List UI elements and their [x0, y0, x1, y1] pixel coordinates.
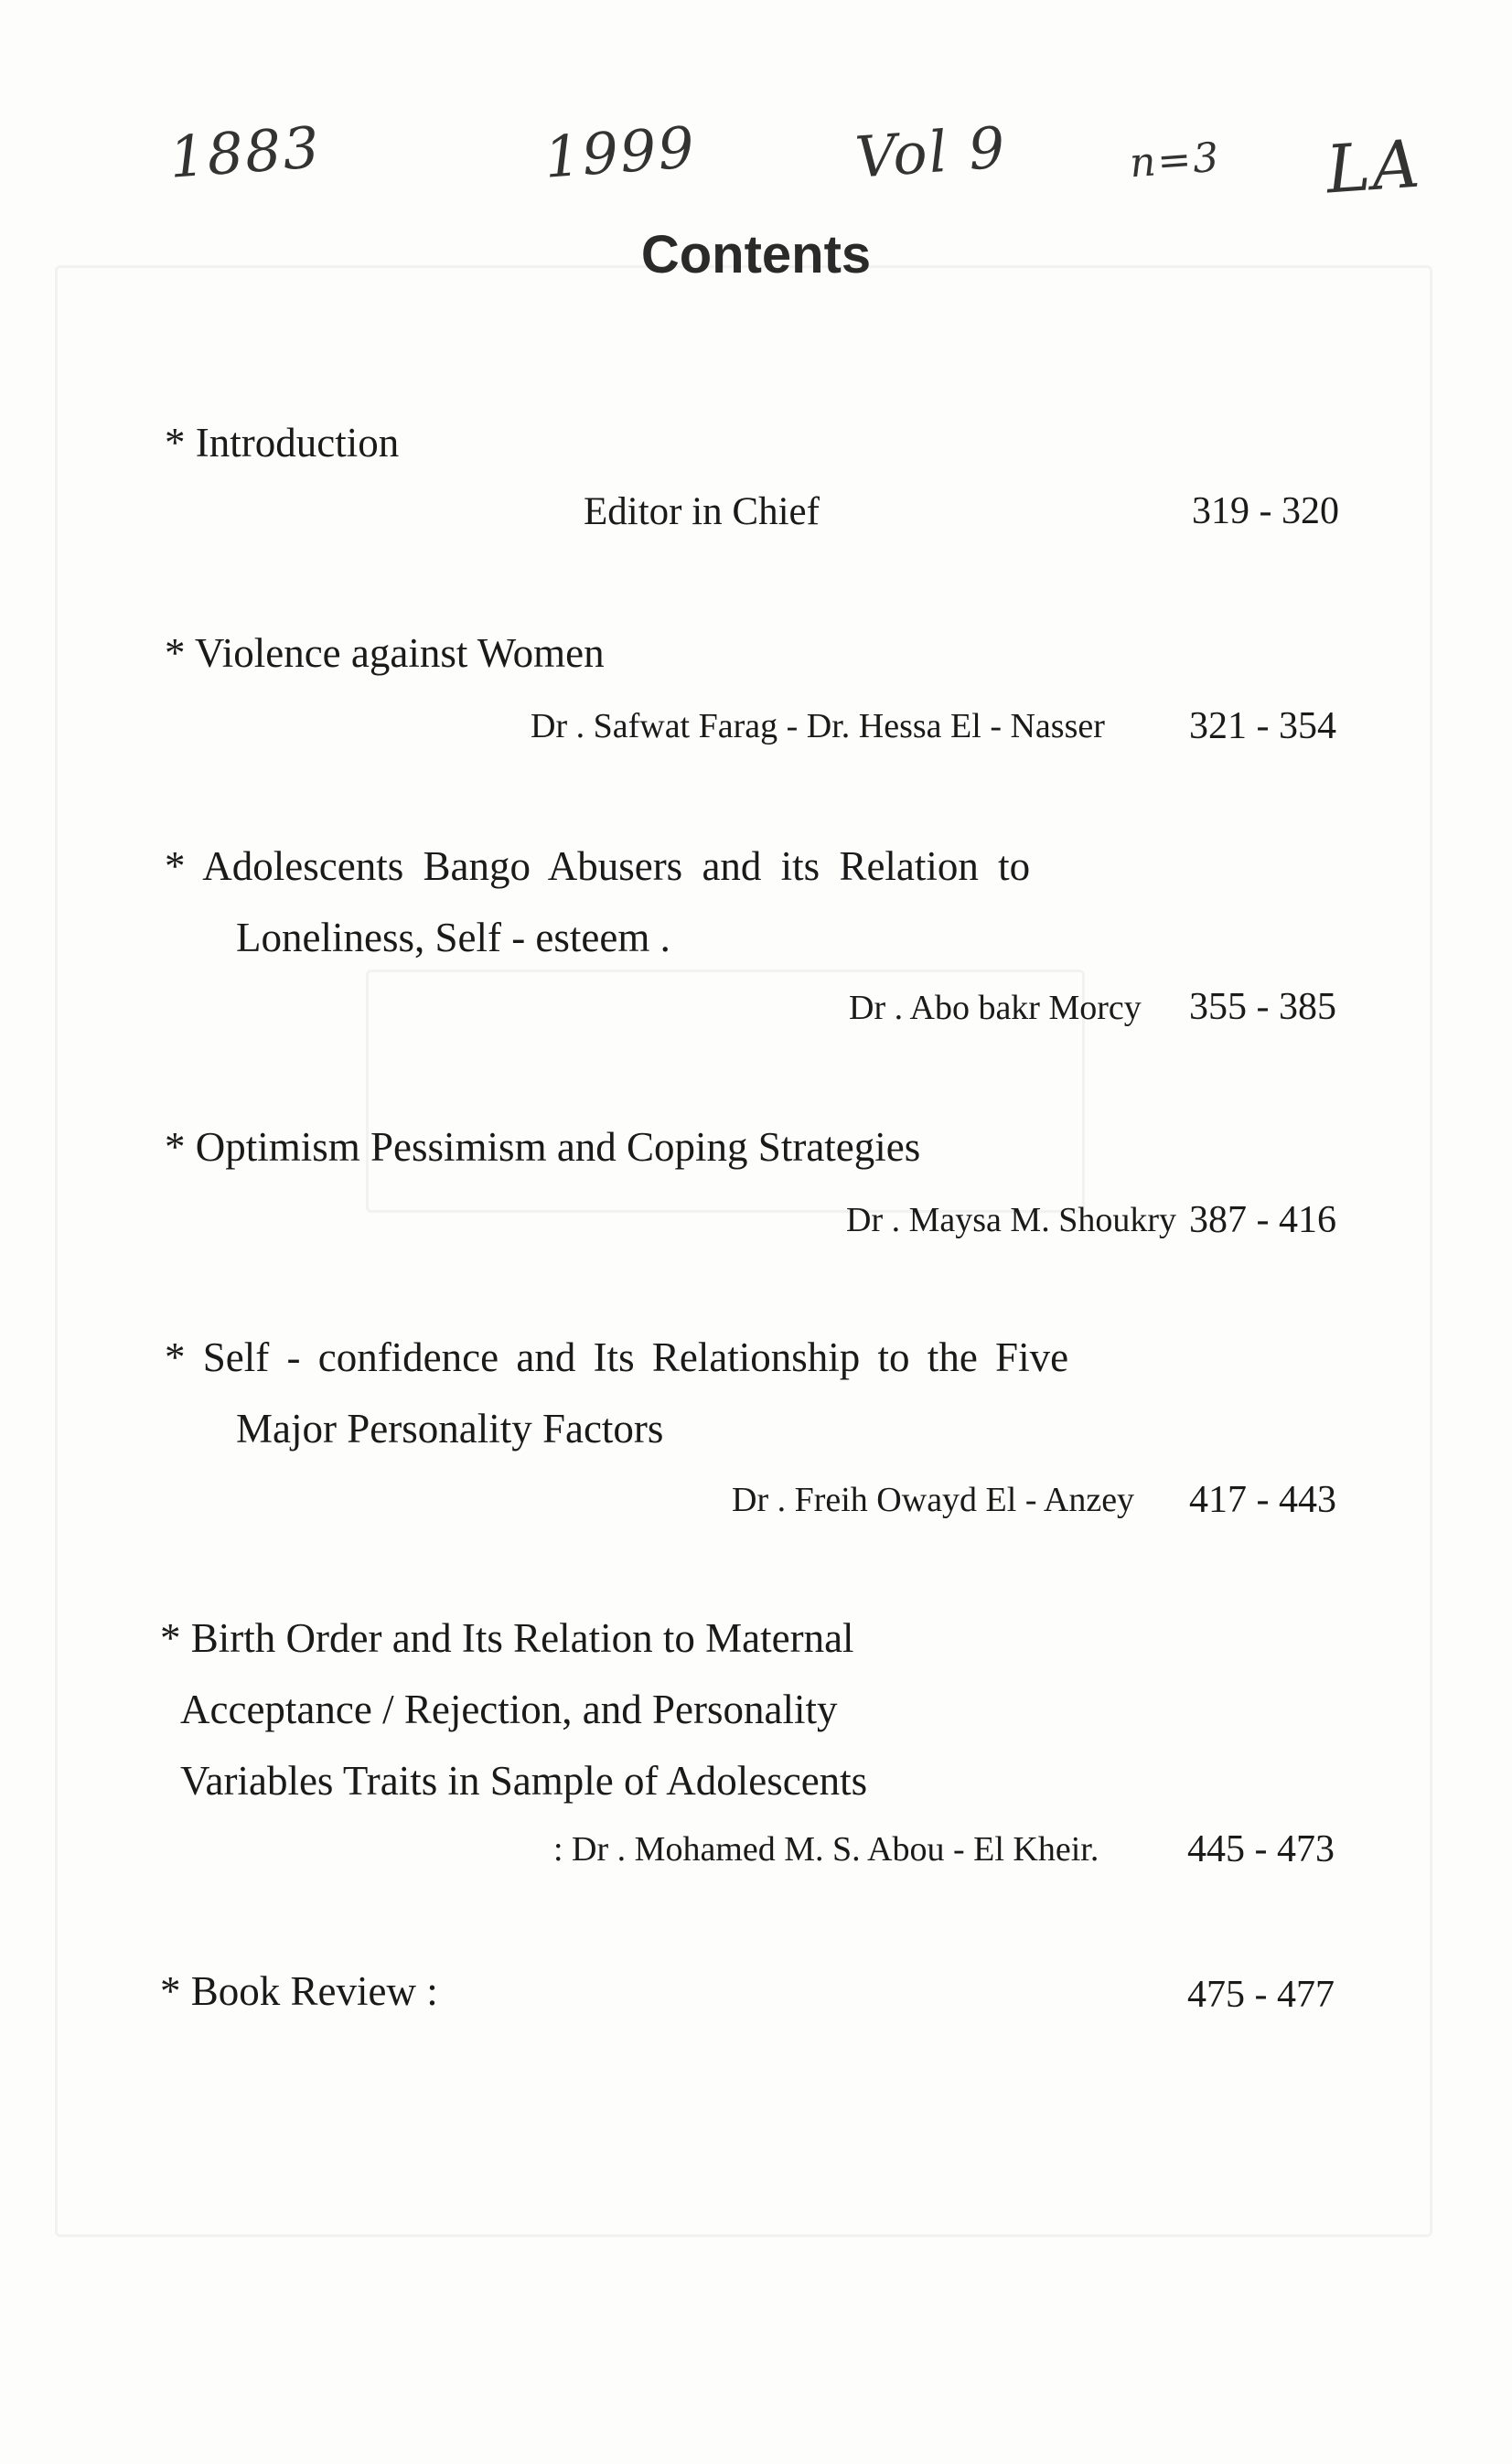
entry-author-birth-order: : Dr . Mohamed M. S. Abou - El Kheir. — [553, 1830, 1099, 1869]
entry-title-violence — [165, 617, 605, 689]
page-title: Contents — [640, 225, 872, 284]
entry-title-line: Variables Traits in Sample of Adolescents — [180, 1758, 868, 1804]
handwritten-note-3: Vol 9 — [853, 113, 1009, 191]
entry-title-introduction — [165, 407, 399, 478]
entry-author-introduction: Editor in Chief — [584, 490, 820, 533]
entry-title-book-review — [160, 1955, 438, 2027]
entry-pages-optimism: 387 - 416 — [1189, 1199, 1336, 1241]
entry-title-birth-order — [160, 1602, 867, 1816]
entry-author-optimism: Dr . Maysa M. Shoukry — [846, 1201, 1176, 1239]
entry-title-self-confidence — [165, 1322, 1068, 1464]
entry-title-line: * Book Review : — [160, 1968, 438, 2014]
entry-title-line: * Self - confidence and Its Relationship to the Five — [165, 1334, 1069, 1380]
entry-author-adolescents: Dr . Abo bakr Morcy — [849, 989, 1142, 1027]
entry-title-line: * Violence against Women — [165, 630, 605, 676]
entry-title-line: * Adolescents Bango Abusers and its Relation to — [165, 843, 1031, 889]
handwritten-note-1: 1883 — [166, 113, 324, 191]
entry-title-line: * Introduction — [165, 420, 400, 466]
entry-pages-adolescents: 355 - 385 — [1189, 986, 1336, 1028]
entry-pages-violence: 321 - 354 — [1189, 705, 1336, 747]
bleed-through-frame — [55, 265, 1432, 2237]
entry-title-line: Major Personality Factors — [236, 1406, 664, 1452]
entry-author-violence: Dr . Safwat Farag - Dr. Hessa El - Nasser — [531, 707, 1105, 745]
handwritten-note-2: 1999 — [542, 113, 699, 191]
entry-pages-book-review: 475 - 477 — [1187, 1974, 1335, 2016]
entry-title-line: * Optimism Pessimism and Coping Strategies — [165, 1124, 921, 1170]
handwritten-note-4: n=3 — [1128, 134, 1222, 187]
entry-pages-introduction: 319 - 320 — [1192, 490, 1339, 532]
entry-author-self-confidence: Dr . Freih Owayd El - Anzey — [732, 1481, 1135, 1519]
entry-pages-self-confidence: 417 - 443 — [1189, 1479, 1336, 1521]
entry-title-line: Acceptance / Rejection, and Personality — [180, 1687, 838, 1732]
entry-title-adolescents — [165, 830, 1030, 973]
entry-title-optimism — [165, 1111, 920, 1183]
entry-pages-birth-order: 445 - 473 — [1187, 1828, 1335, 1870]
handwritten-note-5: LA — [1324, 124, 1424, 209]
entry-title-line: * Birth Order and Its Relation to Maternal — [160, 1615, 854, 1661]
entry-title-line: Loneliness, Self - esteem . — [236, 915, 670, 960]
